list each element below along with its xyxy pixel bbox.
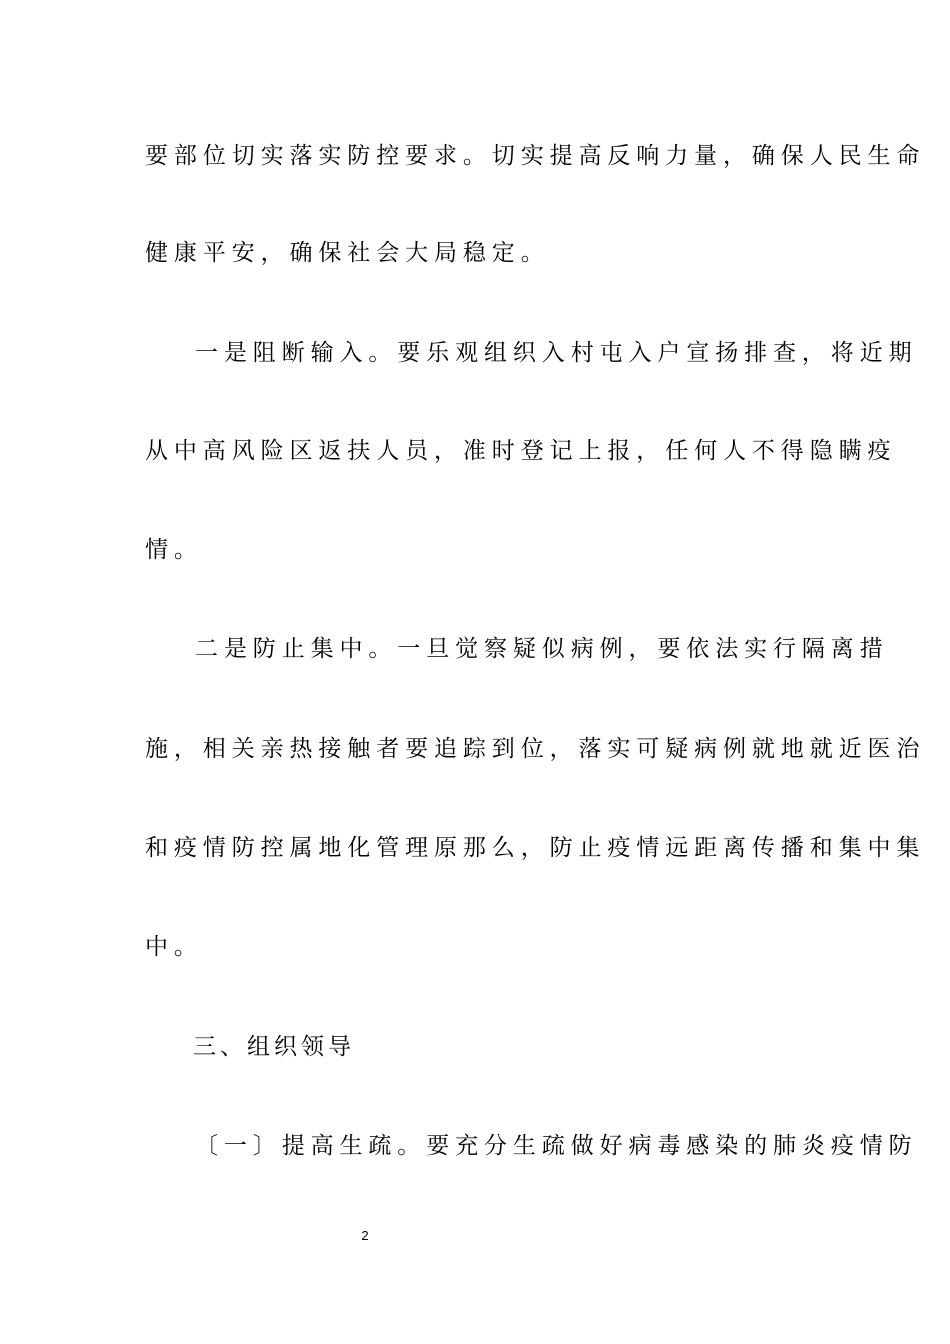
page-number: 2: [361, 1228, 369, 1243]
paragraph-2-line-4: 中。: [145, 934, 203, 960]
body-line-1: 要部位切实落实防控要求。切实提高反响力量，确保人民生命: [145, 143, 926, 169]
section-heading: 三、组织领导: [193, 1034, 355, 1060]
paragraph-2-line-3: 和疫情防控属地化管理原那么，防止疫情远距离传播和集中集: [145, 835, 926, 861]
paragraph-1-line-2: 从中高风险区返扶人员，准时登记上报，任何人不得隐瞒疫: [145, 438, 897, 464]
paragraph-3-line-1: 〔一〕提高生疏。要充分生疏做好病毒感染的肺炎疫情防: [195, 1133, 918, 1159]
paragraph-1-line-1: 一是阻断输入。要乐观组织入村屯入户宣扬排查，将近期: [195, 340, 918, 366]
paragraph-2-line-2: 施，相关亲热接触者要追踪到位，落实可疑病例就地就近医治: [145, 736, 926, 762]
paragraph-2-line-1: 二是防止集中。一旦觉察疑似病例，要依法实行隔离措: [195, 636, 889, 662]
body-line-2: 健康平安，确保社会大局稳定。: [145, 240, 550, 266]
paragraph-1-line-3: 情。: [145, 537, 203, 563]
